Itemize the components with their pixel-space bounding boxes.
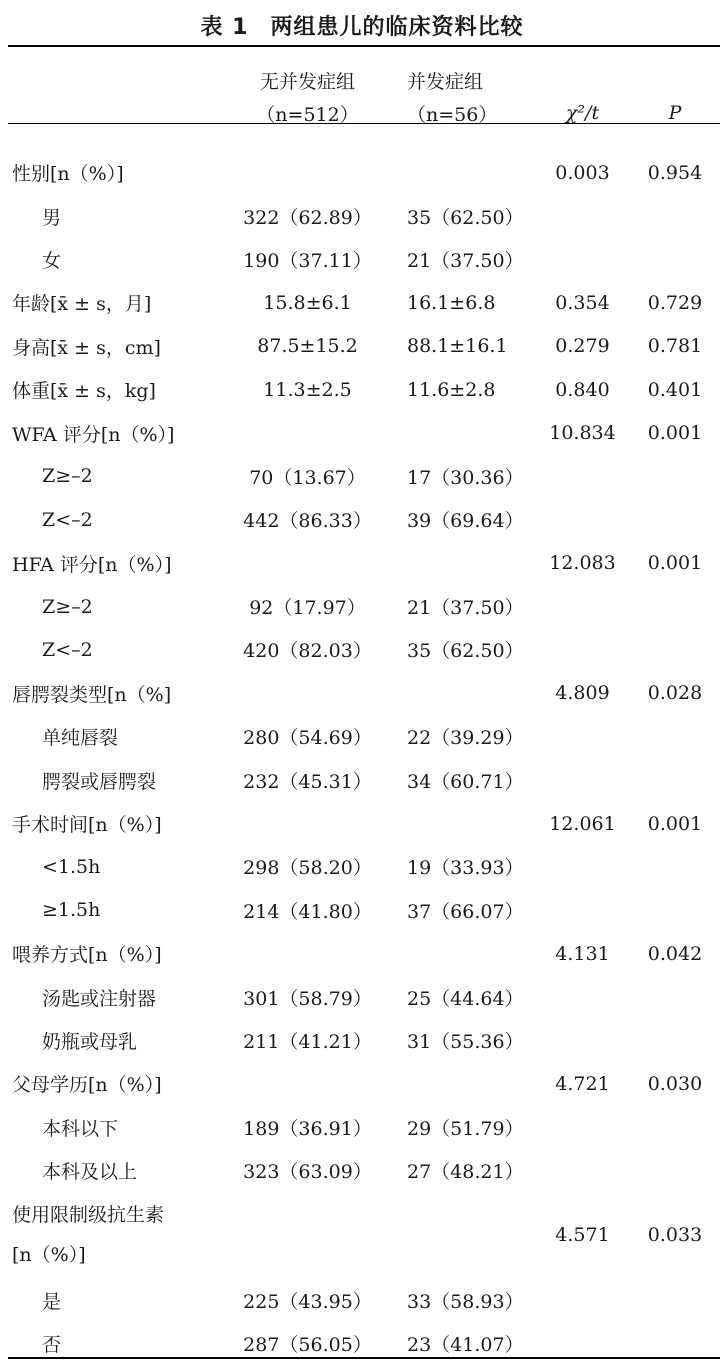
row-label (8, 758, 230, 801)
row-label-text: Z≥–2 (42, 595, 93, 618)
statistic-value (535, 715, 630, 758)
row-label (8, 1062, 230, 1105)
row-label-text: Z<–2 (42, 638, 93, 661)
row-label (8, 1322, 230, 1365)
complication-value: 35（62.50） (407, 640, 524, 663)
table-row (8, 325, 720, 368)
statistic-value: 0.003 (555, 161, 610, 184)
row-label (8, 1149, 230, 1192)
complication-value (395, 932, 535, 975)
row-label-text: HFA 评分[n（%）] (12, 553, 172, 576)
p-value: 0.042 (647, 942, 703, 965)
p-value (630, 1019, 720, 1062)
no-complication-value: 211（41.21） (243, 1031, 372, 1053)
table-row (8, 585, 720, 628)
table-row (8, 845, 720, 888)
row-label (8, 498, 230, 541)
no-complication-value: 232（45.31） (243, 770, 372, 793)
complication-value: 19（33.93） (407, 857, 524, 880)
statistic-value (535, 238, 630, 281)
table-row (8, 194, 720, 237)
row-label-text: 父母学历[n（%）] (12, 1074, 162, 1097)
statistic-value: 12.061 (549, 812, 616, 835)
no-complication-value: 323（63.09） (243, 1161, 372, 1184)
table-row (8, 802, 720, 845)
p-value (630, 455, 720, 498)
header-no-complication-group (230, 47, 395, 151)
statistic-value (535, 498, 630, 541)
row-label (8, 889, 230, 932)
row-label-text: 是 (42, 1290, 62, 1313)
statistic-value: 4.571 (555, 1224, 610, 1247)
complication-value: 22（39.29） (407, 727, 524, 750)
no-complication-value: 442（86.33） (243, 510, 372, 533)
header-group2-name: 并发症组 (407, 71, 484, 93)
row-label (8, 802, 230, 845)
statistic-value (535, 1322, 630, 1365)
complication-value (395, 411, 535, 454)
no-complication-value: 214（41.80） (243, 900, 372, 923)
table-row (8, 542, 720, 585)
table-row (8, 758, 720, 801)
statistic-value: 12.083 (549, 552, 616, 575)
complication-value: 33（58.93） (407, 1290, 524, 1313)
complication-value (395, 1192, 535, 1278)
table-header-row (8, 47, 720, 151)
row-label (8, 932, 230, 975)
no-complication-value: 92（17.97） (249, 597, 366, 620)
row-label (8, 194, 230, 237)
row-label-text: 唇腭裂类型[n（%] (12, 683, 172, 706)
row-label-text: 汤匙或注射器 (42, 987, 157, 1010)
p-value (630, 975, 720, 1018)
statistic-value (535, 758, 630, 801)
no-complication-value: 11.3±2.5 (263, 378, 352, 401)
row-label-text: 性别[n（%）] (12, 163, 124, 186)
table-title (0, 10, 724, 41)
table-row (8, 1322, 720, 1365)
statistic-value (535, 628, 630, 671)
no-complication-value (230, 802, 395, 845)
row-label-text: 奶瓶或母乳 (42, 1031, 138, 1053)
p-value (630, 585, 720, 628)
row-label-text: 本科以下 (42, 1117, 119, 1140)
p-value (630, 238, 720, 281)
p-value: 0.954 (647, 161, 703, 184)
p-value: 0.001 (647, 422, 703, 445)
table-row (8, 411, 720, 454)
row-label (8, 672, 230, 715)
statistic-value: 4.131 (555, 942, 610, 965)
statistic-value (535, 845, 630, 888)
complication-value: 25（44.64） (407, 987, 524, 1010)
complication-value: 21（37.50） (407, 597, 524, 620)
complication-value: 39（69.64） (407, 510, 524, 533)
row-label-text: 腭裂或唇腭裂 (42, 770, 157, 793)
complication-value: 35（62.50） (407, 206, 524, 229)
no-complication-value: 190（37.11） (243, 249, 372, 272)
row-label-text: 手术时间[n（%）] (12, 814, 162, 837)
no-complication-value: 298（58.20） (243, 857, 372, 880)
row-label-text: 女 (42, 249, 62, 272)
row-label (8, 151, 230, 194)
row-label-text: 本科及以上 (42, 1161, 138, 1184)
complication-value (395, 151, 535, 194)
header-complication-group (395, 47, 535, 151)
no-complication-value (230, 542, 395, 585)
p-value (630, 628, 720, 671)
table-row (8, 889, 720, 932)
p-value: 0.001 (647, 812, 703, 835)
row-label-text: 使用限制级抗生素 (12, 1204, 165, 1227)
row-label (8, 1192, 230, 1278)
row-label-text: 单纯唇裂 (42, 727, 119, 750)
no-complication-value: 280（54.69） (243, 727, 372, 750)
complication-value: 34（60.71） (407, 770, 524, 793)
statistic-value (535, 194, 630, 237)
row-label (8, 845, 230, 888)
row-label-text: 男 (42, 206, 62, 229)
no-complication-value: 301（58.79） (243, 987, 372, 1010)
p-value (630, 845, 720, 888)
no-complication-value: 322（62.89） (243, 206, 372, 229)
p-value (630, 1106, 720, 1149)
complication-value: 27（48.21） (407, 1161, 524, 1184)
row-label (8, 585, 230, 628)
complication-value (395, 1062, 535, 1105)
table-row (8, 238, 720, 281)
table-row (8, 1278, 720, 1321)
no-complication-value: 420（82.03） (243, 640, 372, 663)
statistic-value (535, 1278, 630, 1321)
no-complication-value: 15.8±6.1 (263, 291, 352, 314)
complication-value: 31（55.36） (407, 1031, 524, 1053)
statistic-value: 0.279 (555, 335, 610, 358)
no-complication-value (230, 1192, 395, 1278)
complication-value (395, 542, 535, 585)
no-complication-value (230, 672, 395, 715)
statistic-value (535, 585, 630, 628)
table-row (8, 628, 720, 671)
row-label-text: 体重[x̄ ± s，kg] (12, 380, 156, 403)
table-row (8, 672, 720, 715)
table-row (8, 932, 720, 975)
header-group2-n: （n=56） (407, 104, 498, 126)
row-label (8, 1106, 230, 1149)
complication-value: 37（66.07） (407, 900, 524, 923)
statistic-value (535, 455, 630, 498)
p-value (630, 498, 720, 541)
table-row (8, 1019, 720, 1062)
p-value: 0.001 (647, 552, 703, 575)
complication-value: 17（30.36） (407, 466, 524, 489)
row-label (8, 325, 230, 368)
row-label (8, 975, 230, 1018)
no-complication-value (230, 1062, 395, 1105)
complication-value: 29（51.79） (407, 1117, 524, 1140)
table-row (8, 368, 720, 411)
row-label (8, 368, 230, 411)
row-label-text: 喂养方式[n（%）] (12, 944, 162, 967)
row-label-text: ≥1.5h (42, 899, 101, 922)
header-group1-n: （n=512） (256, 104, 359, 126)
row-label (8, 455, 230, 498)
header-statistic: χ²/t (565, 101, 600, 124)
no-complication-value: 225（43.95） (243, 1290, 372, 1313)
p-value: 0.729 (647, 291, 703, 314)
row-label (8, 411, 230, 454)
table-row (8, 1149, 720, 1192)
row-label-text: <1.5h (42, 855, 101, 878)
row-label (8, 238, 230, 281)
header-group1-name: 无并发症组 (259, 71, 355, 93)
complication-value: 88.1±16.1 (407, 335, 508, 358)
p-value: 0.401 (647, 378, 703, 401)
complication-value: 11.6±2.8 (407, 378, 496, 401)
table-row (8, 151, 720, 194)
statistic-value: 4.809 (555, 682, 610, 705)
table-row (8, 1106, 720, 1149)
row-label (8, 1019, 230, 1062)
no-complication-value (230, 151, 395, 194)
table-row (8, 715, 720, 758)
p-value (630, 889, 720, 932)
table-row (8, 1062, 720, 1105)
row-label (8, 1278, 230, 1321)
statistic-value (535, 1019, 630, 1062)
row-label (8, 542, 230, 585)
row-label (8, 715, 230, 758)
row-label-text: 年龄[x̄ ± s，月] (12, 293, 152, 316)
p-value: 0.030 (647, 1072, 703, 1095)
row-label-text-line2: [n（%）] (12, 1244, 86, 1267)
no-complication-value: 189（36.91） (243, 1117, 372, 1140)
p-value (630, 1322, 720, 1365)
p-value (630, 1278, 720, 1321)
no-complication-value (230, 411, 395, 454)
no-complication-value (230, 932, 395, 975)
table-row (8, 281, 720, 324)
complication-value: 16.1±6.8 (407, 291, 496, 314)
p-value: 0.028 (647, 682, 703, 705)
row-label (8, 628, 230, 671)
statistic-value: 4.721 (555, 1072, 610, 1095)
statistic-value: 10.834 (549, 422, 616, 445)
row-label-text: Z≥–2 (42, 465, 93, 488)
complication-value: 23（41.07） (407, 1333, 524, 1356)
table-number: 表 1 (200, 15, 249, 40)
statistic-value: 0.354 (555, 291, 610, 314)
statistic-value: 0.840 (555, 378, 610, 401)
table-body (8, 151, 720, 1365)
no-complication-value: 287（56.05） (243, 1333, 372, 1356)
statistic-value (535, 975, 630, 1018)
complication-value (395, 802, 535, 845)
p-value (630, 758, 720, 801)
statistic-value (535, 889, 630, 932)
p-value: 0.781 (647, 335, 703, 358)
p-value (630, 194, 720, 237)
table-row (8, 455, 720, 498)
row-label-text: 否 (42, 1333, 62, 1356)
p-value: 0.033 (647, 1224, 703, 1247)
row-label-text: Z<–2 (42, 508, 93, 531)
row-label-text: WFA 评分[n（%）] (12, 423, 175, 446)
p-value (630, 1149, 720, 1192)
header-p-value: P (668, 101, 682, 124)
statistic-value (535, 1149, 630, 1192)
row-label (8, 281, 230, 324)
clinical-data-table (8, 47, 720, 1365)
table-row (8, 975, 720, 1018)
row-label-text: 身高[x̄ ± s，cm] (12, 336, 161, 359)
statistic-value (535, 1106, 630, 1149)
complication-value: 21（37.50） (407, 249, 524, 272)
no-complication-value: 70（13.67） (249, 466, 366, 489)
complication-value (395, 672, 535, 715)
table-caption: 两组患儿的临床资料比较 (270, 15, 524, 40)
table-row (8, 1192, 720, 1278)
header-variable (8, 47, 230, 151)
table-row (8, 498, 720, 541)
no-complication-value: 87.5±15.2 (257, 335, 358, 358)
p-value (630, 715, 720, 758)
